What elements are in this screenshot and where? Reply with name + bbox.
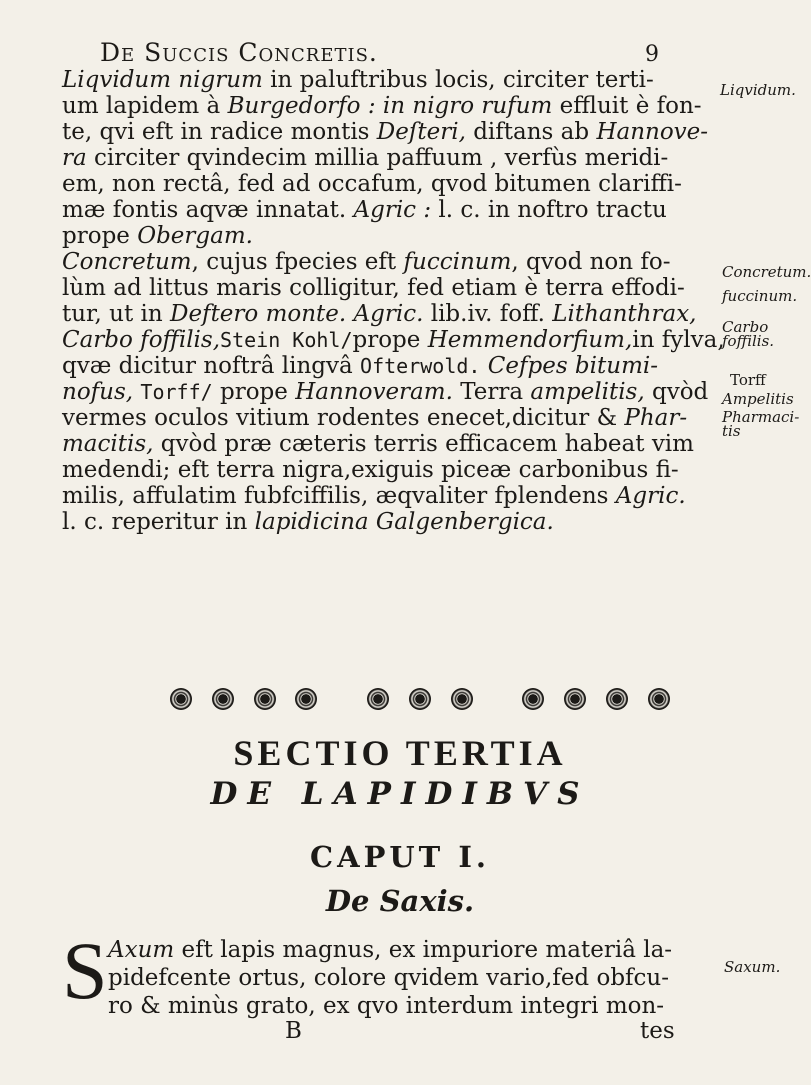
margin-note-fuccinum: fuccinum.	[722, 287, 798, 305]
text-run: mæ fontis aqvæ innatat.	[62, 197, 354, 223]
text-run: qvòd præ cæteris terris efficacem habeat vim	[153, 431, 694, 457]
ornament-piece	[451, 688, 473, 710]
text-run: in paluftribus locis, circiter terti-	[262, 67, 654, 93]
text-run: qvæ dicitur noftrâ lingvâ	[62, 353, 361, 379]
text-run: ro & minùs grato, ex qvo interdum integri mon-	[108, 993, 665, 1019]
text-run: lùm ad littus maris colligitur, fed etiam è terra effodi-	[62, 275, 685, 301]
text-line	[108, 964, 668, 992]
ornament-piece	[295, 688, 317, 710]
text-run: in fylva,	[632, 327, 725, 353]
text-line	[108, 992, 668, 1020]
text-run: l. c. in noftro tractu	[431, 197, 667, 223]
text-run: l. c. reperitur in	[62, 509, 255, 535]
text-run: em, non rectâ, fed ad occafum, qvod bitumen clariffi-	[62, 171, 682, 197]
text-run: prope	[62, 223, 138, 249]
text-run: Agric.	[615, 483, 686, 509]
text-run: lib.iv. foff.	[423, 301, 553, 327]
text-line	[62, 301, 717, 327]
text-run: medendi; eft terra nigra,exiguis piceæ carbonibus fi-	[62, 457, 679, 483]
ornament-piece	[409, 688, 431, 710]
text-run: Concretum	[62, 249, 192, 275]
text-run: Lithanthrax,	[552, 301, 697, 327]
text-line	[62, 119, 717, 145]
text-run: , qvod non fo-	[511, 249, 671, 275]
ornament-piece	[254, 688, 276, 710]
text-run: ampelitis,	[530, 379, 645, 405]
text-line	[62, 249, 717, 275]
margin-note-concretum: Concretum.	[722, 263, 811, 281]
paragraph-saxum	[108, 936, 673, 1020]
text-run: Obergam.	[137, 223, 253, 249]
text-run: te, qvi eft in radice montis	[62, 119, 377, 145]
text-line	[62, 353, 717, 379]
running-head	[100, 38, 660, 67]
ornament-piece	[212, 688, 234, 710]
text-line	[62, 379, 717, 405]
text-run: Torff/	[140, 380, 213, 404]
text-line	[108, 936, 673, 964]
text-run: Cefpes bitumi-	[487, 353, 659, 379]
ornament-piece	[367, 688, 389, 710]
text-run: qvòd	[644, 379, 709, 405]
chapter-title: De Saxis.	[325, 884, 475, 918]
text-run: , cujus fpecies eft	[191, 249, 404, 275]
text-line	[62, 483, 717, 509]
text-run: Phar-	[624, 405, 688, 431]
section-title: SECTIO TERTIA	[233, 733, 567, 773]
text-run: Deftero monte. Agric.	[170, 301, 424, 327]
margin-note-liqvidum: Liqvidum.	[720, 81, 796, 99]
text-run: fuccinum	[403, 249, 512, 275]
signature-mark: B	[285, 1018, 302, 1044]
catchword: tes	[640, 1018, 675, 1044]
text-line	[62, 171, 717, 197]
text-run: pidefcente ortus, colore qvidem vario,fed obfcu-	[108, 965, 670, 991]
text-run: macitis,	[62, 431, 154, 457]
text-run: Hannove-	[596, 119, 709, 145]
margin-note-carbo: Carbo foffilis.	[722, 318, 775, 350]
text-run: diftans ab	[465, 119, 597, 145]
text-run: ra	[62, 145, 87, 171]
text-line	[62, 327, 725, 353]
text-run: prope	[212, 379, 296, 405]
page-number: 9	[645, 42, 660, 67]
text-line	[62, 457, 717, 483]
text-run: prope	[352, 327, 428, 353]
text-line	[62, 509, 717, 535]
ornament-piece	[606, 688, 628, 710]
text-line	[62, 405, 717, 431]
body-text	[62, 67, 725, 535]
text-run: Hemmendorfium,	[427, 327, 633, 353]
text-run: Burgedorfo : in nigro rufum	[227, 93, 553, 119]
text-line	[62, 431, 717, 457]
text-run: Axum	[108, 937, 175, 963]
text-run: Liqvidum nigrum	[62, 67, 263, 93]
text-run: circiter qvindecim millia paffuum , verfùs meridi-	[86, 145, 669, 171]
margin-note-saxum: Saxum.	[724, 958, 781, 976]
text-run	[480, 353, 487, 379]
text-run: Deſteri,	[376, 119, 466, 145]
text-run: vermes oculos vitium rodentes enecet,dicitur &	[62, 405, 625, 431]
text-run: Carbo foffilis,	[62, 327, 221, 353]
section-subtitle: DE LAPIDIBVS	[210, 776, 590, 812]
text-run: Terra	[452, 379, 531, 405]
margin-note-torff: Torff	[730, 371, 766, 389]
ornament-piece	[522, 688, 544, 710]
text-run: effluit è fon-	[552, 93, 702, 119]
text-run: Stein Kohl/	[220, 328, 353, 352]
margin-note-ampelitis: Ampelitis	[722, 390, 794, 408]
text-run: tur, ut in	[62, 301, 170, 327]
text-run: lapidicina Galgenbergica.	[254, 509, 554, 535]
printers-ornament	[170, 684, 670, 714]
text-line	[62, 67, 717, 93]
text-run: Ofterwold.	[360, 354, 481, 378]
text-line	[62, 197, 717, 223]
text-run: Agric :	[353, 197, 432, 223]
text-line	[62, 223, 717, 249]
margin-note-pharmacitis: Pharmaci-tis	[722, 408, 800, 440]
text-line	[62, 275, 717, 301]
text-run: eft lapis magnus, ex impuriore materiâ la-	[174, 937, 673, 963]
running-head-title: De Succis Concretis.	[100, 38, 378, 67]
text-run: milis, affulatim fubfciffilis, æqvaliter fplendens	[62, 483, 616, 509]
text-run: nofus,	[62, 379, 141, 405]
chapter-heading: CAPUT I.	[309, 840, 491, 874]
ornament-piece	[170, 688, 192, 710]
text-run: Hannoveram.	[295, 379, 453, 405]
drop-cap: S	[62, 925, 108, 1016]
ornament-piece	[648, 688, 670, 710]
text-run: um lapidem à	[62, 93, 228, 119]
text-line	[62, 145, 717, 171]
text-line	[62, 93, 717, 119]
ornament-piece	[564, 688, 586, 710]
